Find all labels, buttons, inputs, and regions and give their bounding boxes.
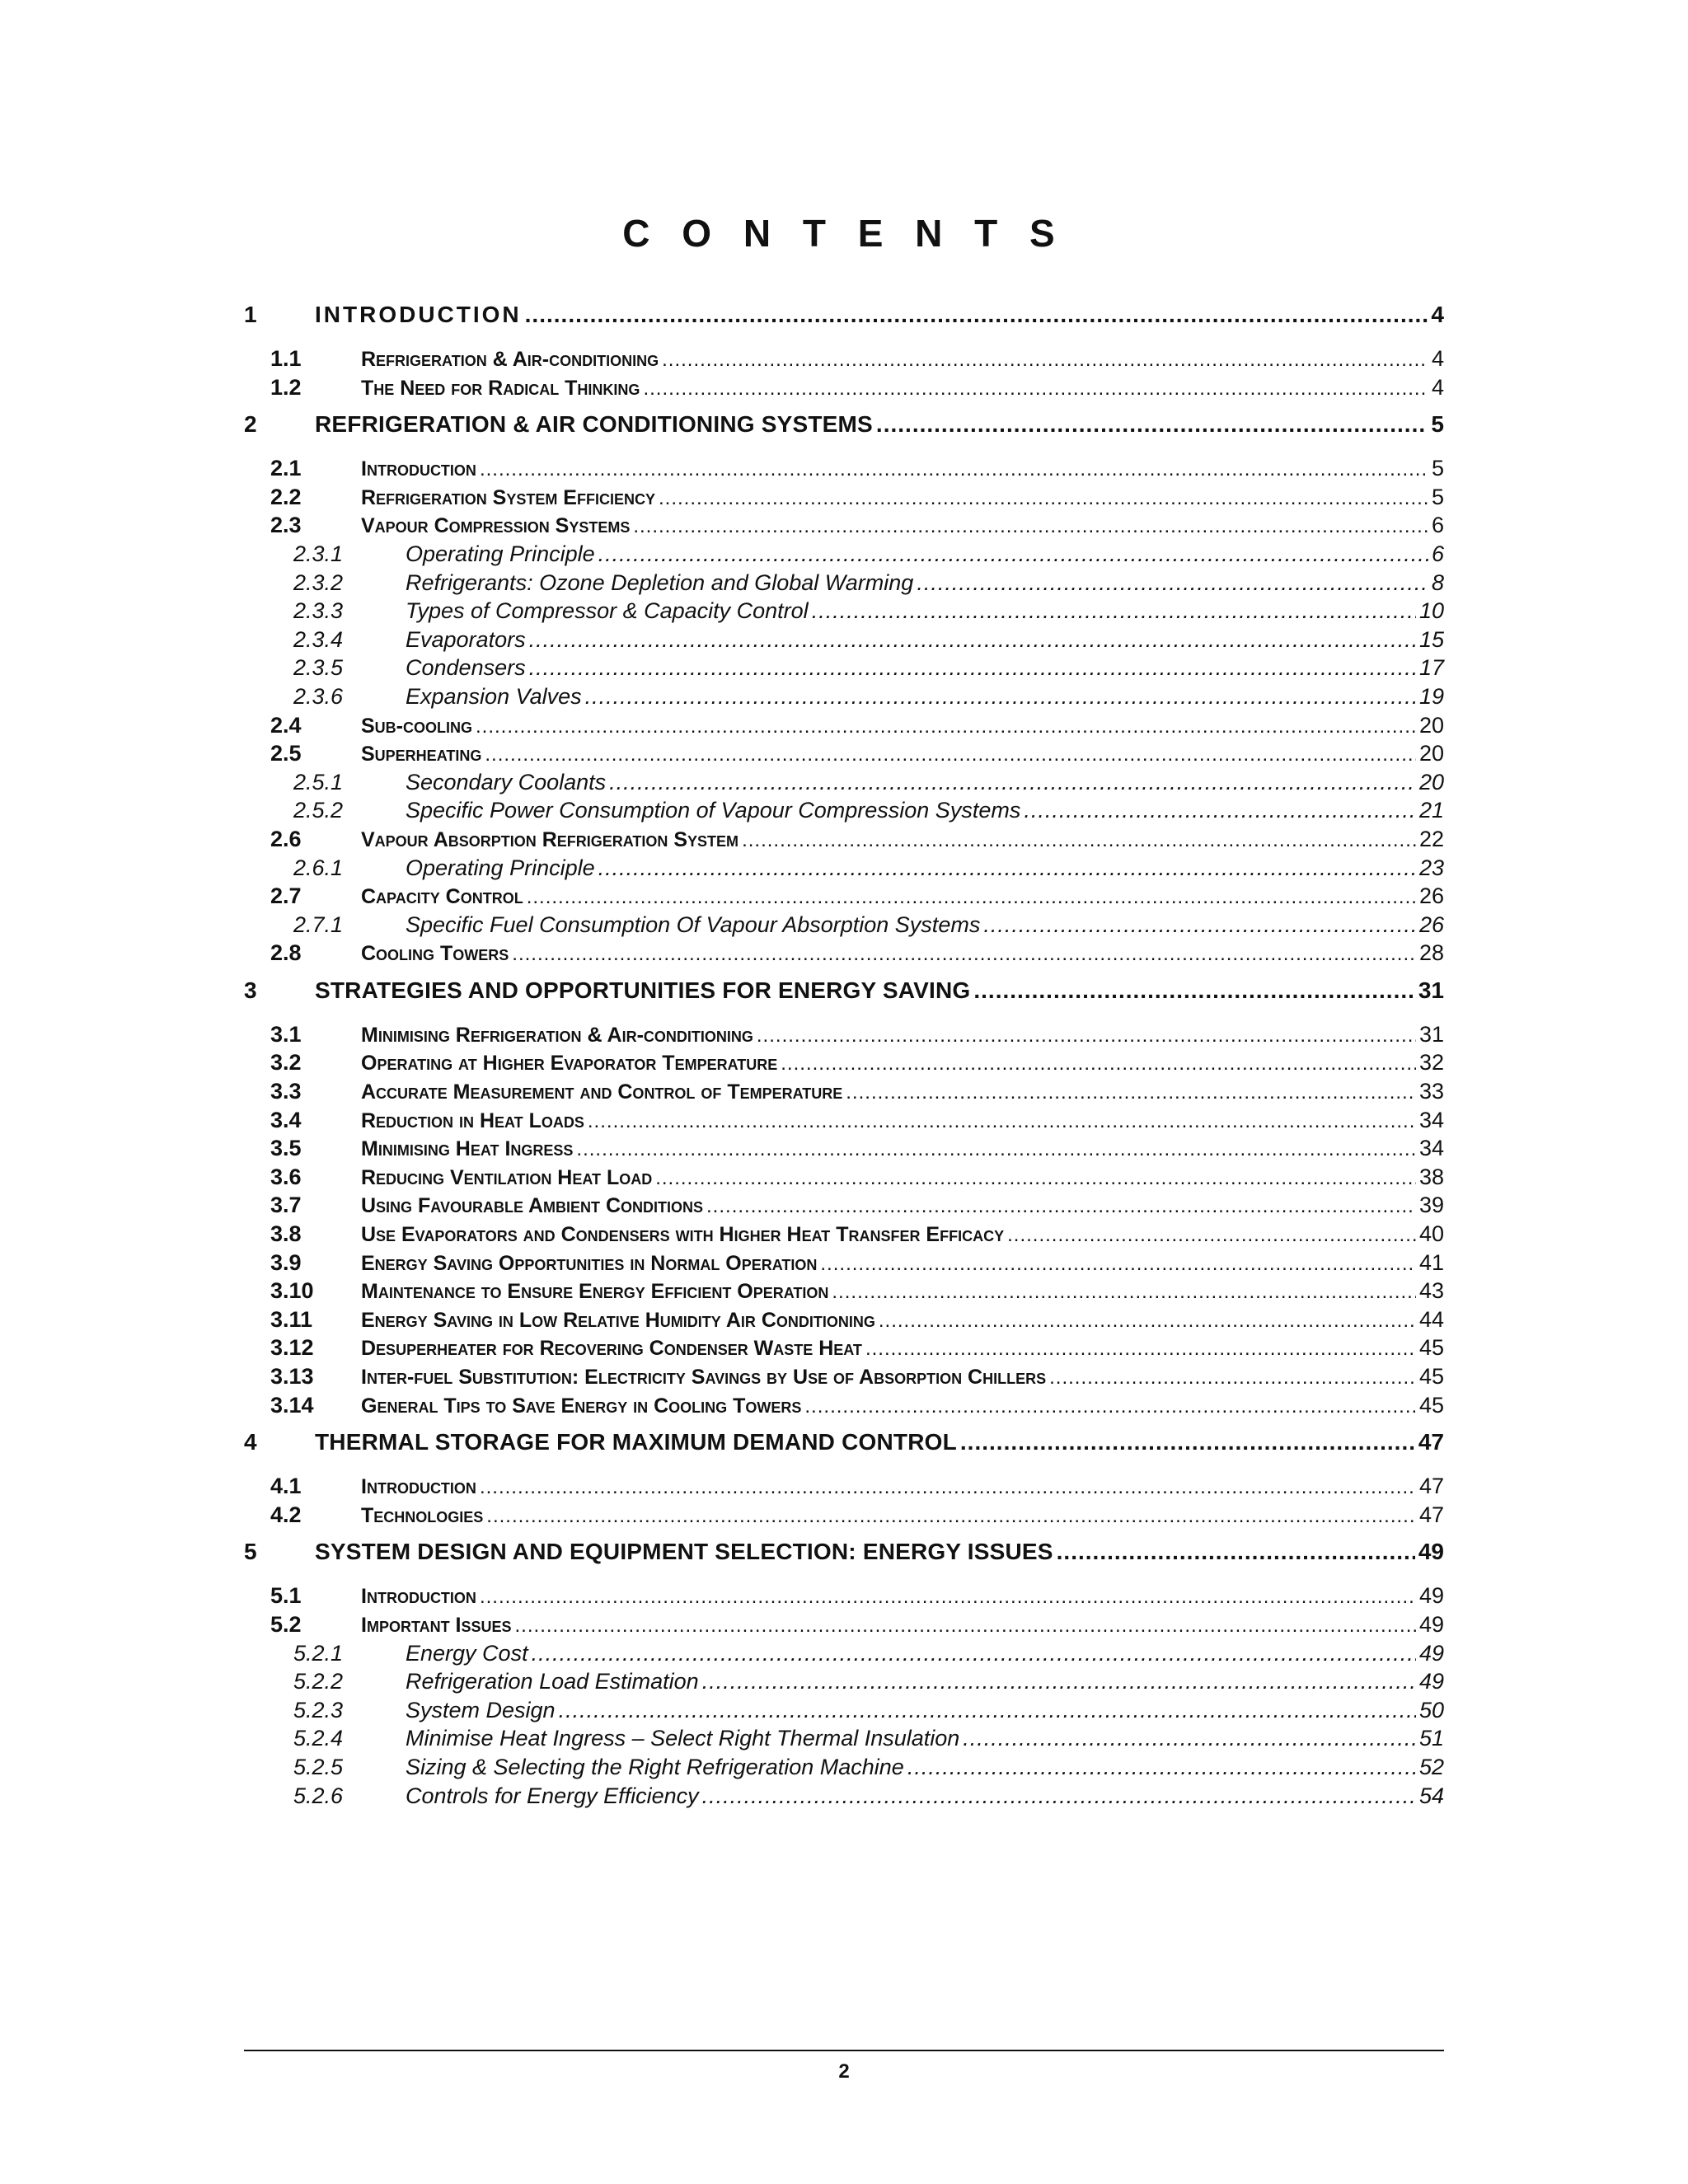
toc-entry-page: 31 [1418,1021,1444,1047]
toc-entry-number: 2.5 [270,741,302,766]
toc-subsection[interactable] [244,456,1444,485]
toc-entry-number: 5.2.1 [293,1640,344,1666]
toc-entry-title: STRATEGIES AND OPPORTUNITIES FOR ENERGY SAVING [315,977,971,1003]
toc-entry-number: 3.7 [270,1193,302,1218]
toc-entry-number: 2.5.2 [293,798,344,823]
toc-entry-page: 40 [1418,1221,1444,1247]
toc-subsection[interactable] [244,827,1444,855]
toc-section[interactable] [244,302,1444,344]
toc-subsection[interactable] [244,1612,1444,1641]
dot-leader [480,1586,1416,1609]
dot-leader [598,855,1416,881]
toc-entry-title: Maintenance to Ensure Energy Efficient Operation [361,1280,829,1304]
dot-leader [659,487,1428,510]
toc-entry-number: 3.2 [270,1050,302,1076]
toc-entry-title: Condensers [406,655,526,681]
toc-entry-page: 20 [1418,769,1444,794]
toc-subsection[interactable] [244,513,1444,541]
toc-subsection[interactable] [244,1364,1444,1393]
toc-entry-number: 4.2 [270,1502,302,1527]
toc-subsubsection[interactable] [244,570,1444,599]
toc-entry-number: 2.7 [270,883,302,909]
dot-leader [742,829,1416,852]
toc-section[interactable] [244,411,1444,454]
toc-subsubsection[interactable] [244,912,1444,941]
toc-entry-page: 45 [1418,1392,1444,1418]
dot-leader [960,1429,1415,1455]
toc-entry-title: Introduction [361,457,476,481]
toc-subsubsection[interactable] [244,655,1444,684]
dot-leader [702,1783,1416,1809]
toc-entry-page: 39 [1418,1193,1444,1218]
toc-entry-number: 3.1 [270,1021,302,1047]
toc-entry-title: Use Evaporators and Condensers with Higher Heat Transfer Efficacy [361,1223,1005,1247]
toc-subsubsection[interactable] [244,855,1444,884]
toc-entry-number: 3.3 [270,1079,302,1104]
dot-leader [515,1615,1416,1638]
page-title: C O N T E N T S [622,212,1066,255]
toc-entry-title: Specific Power Consumption of Vapour Compression Systems [406,798,1021,823]
dot-leader [633,515,1428,538]
toc-entry-number: 2.7.1 [293,912,344,937]
toc-entry-title: Minimising Heat Ingress [361,1137,574,1161]
toc-subsection[interactable] [244,1079,1444,1108]
toc-subsection[interactable] [244,883,1444,912]
dot-leader [486,1505,1416,1528]
toc-subsection[interactable] [244,1165,1444,1193]
toc-entry-title: Vapour Absorption Refrigeration System [361,827,739,851]
dot-leader [529,627,1416,653]
toc-entry-title: Reduction in Heat Loads [361,1108,584,1132]
toc-subsubsection[interactable] [244,798,1444,827]
toc-entry-page: 49 [1418,1640,1444,1666]
toc-entry-page: 41 [1418,1249,1444,1275]
toc-entry-page: 34 [1418,1107,1444,1132]
toc-subsection[interactable] [244,741,1444,770]
toc-entry-page: 47 [1418,1502,1444,1527]
dot-leader [527,886,1416,909]
toc-entry-title: Operating at Higher Evaporator Temperature [361,1052,778,1076]
toc-entry-title: Specific Fuel Consumption Of Vapour Absorption Systems [406,912,981,937]
toc-entry-title: Introduction [361,1585,476,1609]
dot-leader [529,655,1416,681]
toc-entry-number: 3.13 [270,1364,314,1389]
toc-entry-number: 5.2.4 [293,1726,344,1751]
toc-entry-title: Refrigeration Load Estimation [406,1669,699,1694]
toc-entry-title: Operating Principle [406,541,595,566]
toc-entry-title: Accurate Measurement and Control of Temperature [361,1080,843,1104]
toc-subsection[interactable] [244,1278,1444,1307]
toc-entry-page: 32 [1418,1050,1444,1076]
dot-leader [525,302,1428,328]
dot-leader [609,770,1416,795]
dot-leader [781,1052,1416,1076]
toc-entry-page: 49 [1418,1539,1444,1565]
toc-entry-page: 6 [1431,513,1444,538]
toc-entry-page: 4 [1431,346,1444,371]
dot-leader [485,743,1416,766]
toc-entry-number: 5.2 [270,1611,302,1637]
toc-entry-page: 54 [1418,1783,1444,1808]
toc-entry-page: 21 [1418,798,1444,823]
toc-subsection[interactable] [244,1050,1444,1079]
toc-entry-number: 1 [244,302,257,327]
toc-entry-page: 43 [1418,1278,1444,1304]
toc-entry-number: 2.6.1 [293,855,344,880]
toc-entry-number: 5.2.2 [293,1669,344,1694]
toc-entry-title: Inter-fuel Substitution: Electricity Savings by Use of Absorption Chillers [361,1366,1047,1389]
toc-subsubsection[interactable] [244,627,1444,656]
dot-leader [480,1476,1416,1499]
toc-entry-page: 23 [1418,855,1444,880]
toc-entry-number: 2.3.5 [293,655,344,681]
toc-entry-title: Minimising Refrigeration & Air-conditioning [361,1023,753,1047]
toc-subsection[interactable] [244,1221,1444,1250]
toc-entry-title: Secondary Coolants [406,769,607,794]
dot-leader [983,912,1416,938]
toc-entry-page: 17 [1418,655,1444,681]
toc-entry-title: INTRODUCTION [315,302,522,327]
toc-subsection[interactable] [244,375,1444,404]
dot-leader [1024,798,1416,823]
toc-subsection[interactable] [244,1136,1444,1165]
dot-leader [820,1253,1416,1276]
dot-leader [1049,1366,1416,1390]
toc-entry-title: The Need for Radical Thinking [361,376,640,400]
toc-entry-page: 52 [1418,1754,1444,1779]
toc-entry-page: 50 [1418,1697,1444,1722]
toc-entry-title: Vapour Compression Systems [361,514,631,538]
toc-entry-page: 47 [1418,1429,1444,1455]
dot-leader [846,1081,1416,1104]
dot-leader [588,1110,1416,1133]
dot-leader [1007,1224,1416,1247]
toc-entry-number: 3.10 [270,1278,314,1304]
dot-leader [598,541,1428,567]
toc-entry-page: 26 [1418,883,1444,909]
dot-leader [812,598,1416,624]
toc-entry-page: 5 [1431,411,1444,438]
toc-entry-title: REFRIGERATION & AIR CONDITIONING SYSTEMS [315,411,873,438]
dot-leader [917,570,1428,596]
toc-entry-page: 26 [1418,912,1444,937]
toc-entry-number: 4.1 [270,1474,302,1499]
toc-entry-number: 2.3.6 [293,683,344,709]
toc-entry-page: 19 [1418,683,1444,709]
toc-entry-title: Refrigerants: Ozone Depletion and Global Warming [406,569,914,595]
toc-subsubsection[interactable] [244,1783,1444,1812]
toc-entry-page: 5 [1431,456,1444,481]
toc-entry-title: Reducing Ventilation Heat Load [361,1165,653,1189]
toc-entry-page: 49 [1418,1611,1444,1637]
dot-leader [480,458,1428,481]
toc-subsection[interactable] [244,1108,1444,1137]
dot-leader [576,1138,1416,1161]
toc-subsubsection[interactable] [244,541,1444,570]
toc-entry-page: 49 [1418,1583,1444,1609]
toc-entry-number: 3.8 [270,1221,302,1247]
toc-entry-number: 3.5 [270,1136,302,1161]
footer-page-number: 2 [838,2060,850,2083]
toc-entry-number: 3.6 [270,1164,302,1189]
toc-entry-number: 3 [244,977,257,1003]
toc-entry-title: Capacity Control [361,885,523,909]
toc-subsection[interactable] [244,1583,1444,1612]
toc-entry-number: 2.1 [270,456,302,481]
toc-entry-title: Technologies [361,1503,484,1527]
dot-leader [643,377,1428,401]
toc-subsection[interactable] [244,485,1444,513]
toc-entry-number: 5.1 [270,1583,302,1609]
toc-subsubsection[interactable] [244,770,1444,799]
toc-subsubsection[interactable] [244,1698,1444,1727]
toc-section[interactable] [244,1539,1444,1582]
toc-entry-number: 2.3 [270,513,302,538]
toc-entry-page: 5 [1431,484,1444,509]
toc-entry-number: 2.3.4 [293,626,344,652]
table-of-contents [244,293,1444,1811]
toc-entry-number: 5.2.3 [293,1697,344,1722]
toc-entry-number: 3.4 [270,1107,302,1132]
footer-divider [244,2050,1444,2051]
toc-entry-page: 49 [1418,1669,1444,1694]
toc-subsection[interactable] [244,1335,1444,1364]
toc-entry-title: Important Issues [361,1613,512,1637]
toc-entry-title: Cooling Towers [361,942,509,966]
toc-entry-number: 2.4 [270,712,302,738]
toc-entry-title: Operating Principle [406,855,595,880]
dot-leader [832,1281,1416,1304]
toc-subsubsection[interactable] [244,684,1444,713]
toc-entry-page: 6 [1431,541,1444,566]
dot-leader [702,1669,1416,1694]
toc-subsubsection[interactable] [244,1755,1444,1783]
toc-entry-page: 28 [1418,940,1444,966]
toc-entry-page: 4 [1431,302,1444,327]
toc-entry-title: Evaporators [406,626,526,652]
toc-entry-title: System Design [406,1697,556,1722]
toc-entry-page: 45 [1418,1335,1444,1361]
toc-entry-title: Minimise Heat Ingress – Select Right Thermal Insulation [406,1726,960,1751]
toc-entry-number: 5 [244,1539,257,1565]
toc-entry-title: General Tips to Save Energy in Cooling Towers [361,1394,802,1418]
toc-entry-number: 2.6 [270,826,302,851]
toc-entry-number: 2.3.1 [293,541,344,566]
toc-entry-title: Refrigeration System Efficiency [361,485,655,509]
toc-entry-number: 2.2 [270,484,302,509]
toc-entry-title: Types of Compressor & Capacity Control [406,598,809,624]
toc-entry-number: 2.3.3 [293,598,344,624]
dot-leader [757,1024,1416,1047]
toc-entry-number: 4 [244,1429,257,1455]
toc-subsection[interactable] [244,713,1444,742]
dot-leader [532,1641,1416,1666]
toc-entry-page: 4 [1431,374,1444,400]
toc-subsection[interactable] [244,1250,1444,1279]
dot-leader [512,943,1416,966]
toc-entry-title: Desuperheater for Recovering Condenser Waste Heat [361,1337,862,1361]
toc-entry-page: 20 [1418,712,1444,738]
toc-entry-title: Controls for Energy Efficiency [406,1783,699,1808]
toc-entry-title: Energy Saving Opportunities in Normal Operation [361,1251,818,1275]
toc-entry-page: 45 [1418,1364,1444,1389]
toc-subsection[interactable] [244,346,1444,375]
toc-entry-title: Sizing & Selecting the Right Refrigeration Machine [406,1754,904,1779]
toc-entry-page: 8 [1431,569,1444,595]
toc-entry-title: Energy Saving in Low Relative Humidity Air Conditioning [361,1308,875,1332]
toc-entry-page: 33 [1418,1079,1444,1104]
dot-leader [585,684,1416,710]
dot-leader [876,411,1428,438]
toc-entry-title: Energy Cost [406,1640,528,1666]
toc-entry-number: 2.8 [270,940,302,966]
toc-entry-title: Using Favourable Ambient Conditions [361,1194,704,1218]
toc-entry-page: 51 [1418,1726,1444,1751]
toc-entry-page: 44 [1418,1306,1444,1332]
toc-entry-title: THERMAL STORAGE FOR MAXIMUM DEMAND CONTROL [315,1429,957,1455]
toc-subsection[interactable] [244,1474,1444,1502]
toc-entry-number: 3.12 [270,1335,314,1361]
toc-entry-page: 38 [1418,1164,1444,1189]
toc-section[interactable] [244,977,1444,1020]
toc-entry-number: 3.11 [270,1306,313,1332]
dot-leader [1057,1539,1415,1565]
toc-entry-page: 31 [1418,977,1444,1003]
toc-entry-page: 20 [1418,741,1444,766]
toc-entry-page: 34 [1418,1136,1444,1161]
toc-entry-title: SYSTEM DESIGN AND EQUIPMENT SELECTION: ENERGY ISSUES [315,1539,1053,1565]
dot-leader [476,715,1416,738]
toc-subsection[interactable] [244,1393,1444,1422]
dot-leader [963,1726,1416,1751]
toc-entry-number: 1.1 [270,346,302,371]
toc-entry-number: 2.3.2 [293,569,344,595]
toc-entry-number: 3.9 [270,1249,302,1275]
dot-leader [865,1338,1416,1361]
toc-entry-title: Sub-cooling [361,714,472,738]
dot-leader [973,977,1414,1004]
toc-entry-title: Superheating [361,743,482,766]
toc-entry-title: Expansion Valves [406,683,582,709]
toc-subsubsection[interactable] [244,1726,1444,1755]
toc-subsection[interactable] [244,1193,1444,1221]
toc-subsubsection[interactable] [244,598,1444,627]
toc-subsection[interactable] [244,1502,1444,1531]
toc-entry-page: 47 [1418,1474,1444,1499]
toc-subsection[interactable] [244,1307,1444,1336]
toc-entry-title: Introduction [361,1475,476,1499]
toc-entry-page: 10 [1418,598,1444,624]
toc-entry-page: 15 [1418,626,1444,652]
dot-leader [655,1167,1416,1190]
toc-entry-number: 3.14 [270,1392,314,1418]
toc-entry-title: Refrigeration & Air-conditioning [361,348,659,371]
toc-entry-number: 5.2.6 [293,1783,344,1808]
toc-section[interactable] [244,1429,1444,1472]
toc-subsection[interactable] [244,940,1444,969]
dot-leader [559,1698,1416,1723]
dot-leader [706,1195,1416,1218]
toc-subsubsection[interactable] [244,1641,1444,1670]
dot-leader [662,349,1428,372]
toc-entry-number: 2 [244,411,257,438]
toc-entry-number: 5.2.5 [293,1754,344,1779]
toc-entry-number: 1.2 [270,374,302,400]
toc-entry-number: 2.5.1 [293,769,344,794]
toc-entry-page: 22 [1418,826,1444,851]
dot-leader [804,1395,1416,1418]
dot-leader [907,1755,1416,1780]
toc-subsection[interactable] [244,1022,1444,1051]
dot-leader [879,1310,1416,1333]
toc-subsubsection[interactable] [244,1669,1444,1698]
